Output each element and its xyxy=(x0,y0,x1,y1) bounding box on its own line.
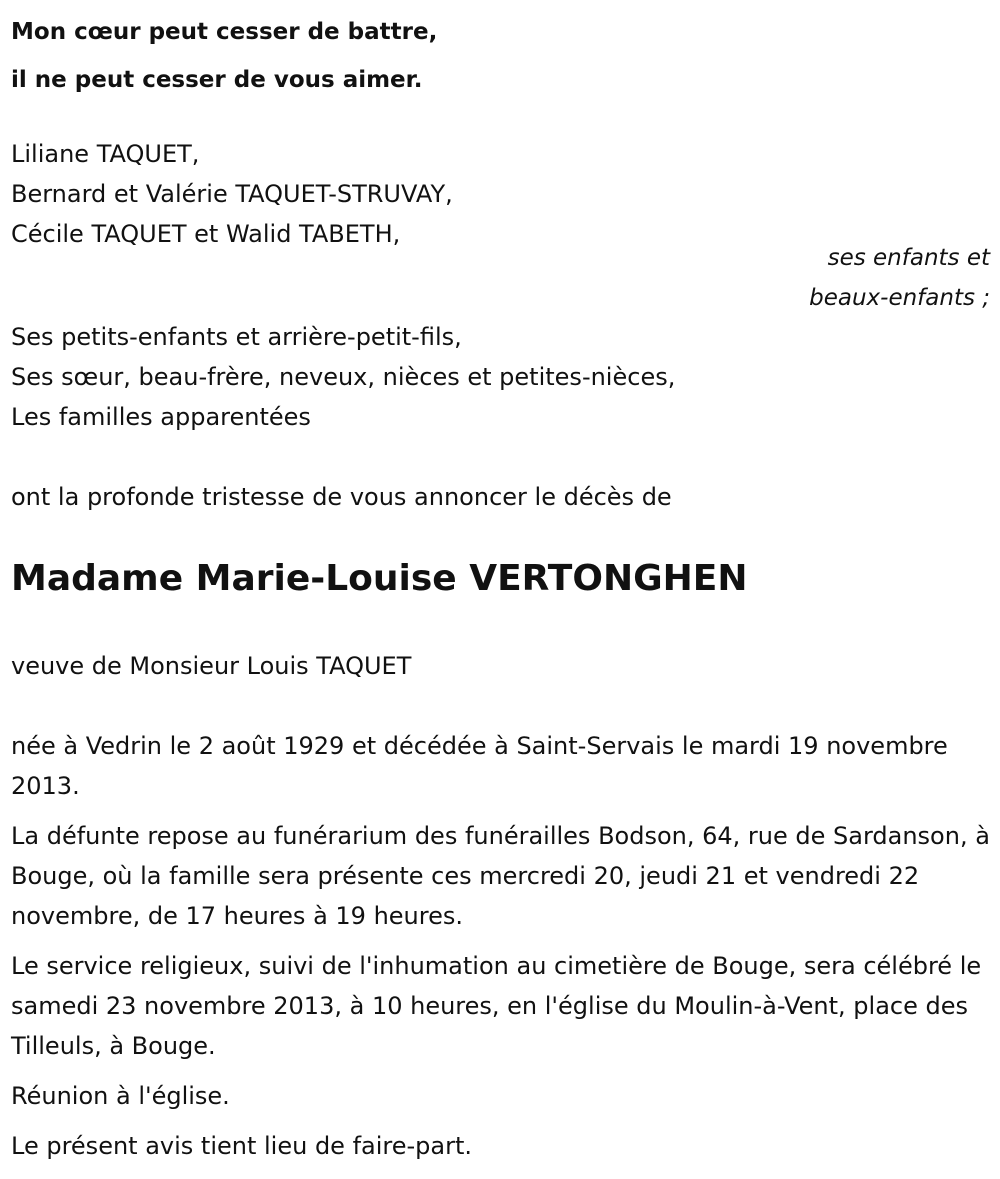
child-name: Cécile TAQUET et Walid TABETH, xyxy=(11,220,401,248)
deceased-name: Madame Marie-Louise VERTONGHEN xyxy=(11,558,748,599)
family-line: Ses petits-enfants et arrière-petit-fils, xyxy=(11,323,462,351)
paragraph-meeting: Réunion à l'église. xyxy=(11,1082,230,1110)
epigraph-line-2: il ne peut cesser de vous aimer. xyxy=(11,67,423,93)
children-names xyxy=(11,134,453,254)
relation-line-1: ses enfants et xyxy=(827,245,990,271)
child-name: Liliane TAQUET, xyxy=(11,140,200,168)
child-name: Bernard et Valérie TAQUET-STRUVAY, xyxy=(11,180,453,208)
children-relation xyxy=(809,238,990,318)
family-line: Les familles apparentées xyxy=(11,403,311,431)
relation-line-2: beaux-enfants ; xyxy=(809,285,990,311)
paragraph-birth-death: née à Vedrin le 2 août 1929 et décédée à Saint-Servais le mardi 19 novembre 2013. xyxy=(11,732,948,800)
paragraph-funerarium: La défunte repose au funérarium des funérailles Bodson, 64, rue de Sardanson, à Bouge, où la famille sera présente ces mercredi 20, jeudi 21 et vendredi 22 novembre, de 17 heures à 19 heures. xyxy=(11,822,990,930)
paragraph-notice: Le présent avis tient lieu de faire-part. xyxy=(11,1132,473,1160)
details-paragraphs xyxy=(11,726,991,1176)
paragraph-service: Le service religieux, suivi de l'inhumation au cimetière de Bouge, sera célébré le samedi 23 novembre 2013, à 10 heures, en l'église du Moulin-à-Vent, place des Tilleuls, à Bouge. xyxy=(11,952,982,1060)
family-line: Ses sœur, beau-frère, neveux, nièces et petites-nièces, xyxy=(11,363,676,391)
family-list xyxy=(11,317,675,437)
widow-of: veuve de Monsieur Louis TAQUET xyxy=(11,652,412,680)
epigraph xyxy=(11,8,437,104)
announcement: ont la profonde tristesse de vous annoncer le décès de xyxy=(11,483,672,511)
epigraph-line-1: Mon cœur peut cesser de battre, xyxy=(11,19,438,45)
